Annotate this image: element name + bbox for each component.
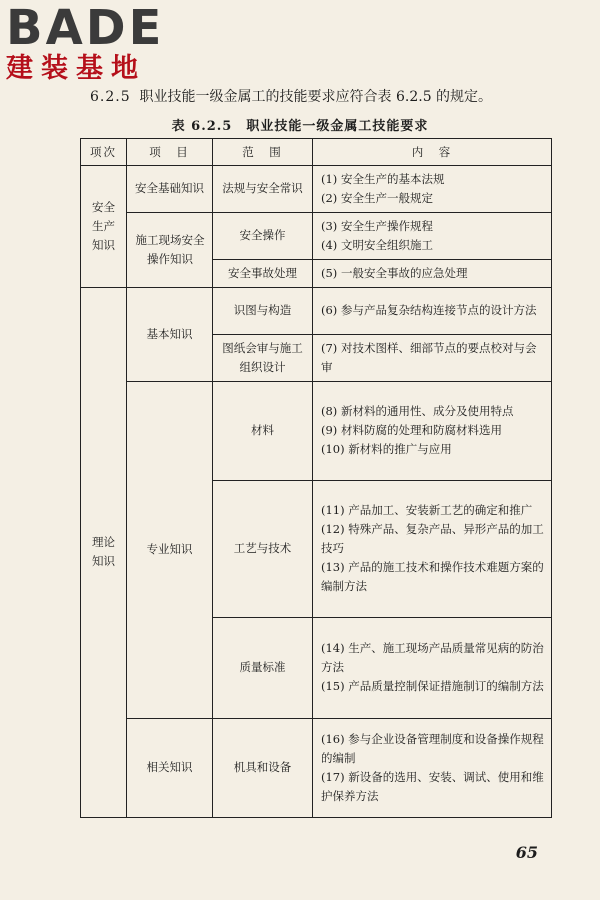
brand-logo bbox=[6, 0, 186, 84]
header-scope: 范 围 bbox=[213, 139, 313, 166]
header-item: 项 目 bbox=[127, 139, 213, 166]
content-cell: (7) 对技术图样、细部节点的要点校对与会审 bbox=[313, 334, 552, 381]
content-cell: (6) 参与产品复杂结构连接节点的设计方法 bbox=[313, 287, 552, 334]
scope-cell: 图纸会审与施工组织设计 bbox=[213, 334, 313, 381]
content-cell: (1) 安全生产的基本法规 (2) 安全生产一般规定 bbox=[313, 166, 552, 213]
content-cell: (8) 新材料的通用性、成分及使用特点 (9) 材料防腐的处理和防腐材料选用 (10) 新材料的推广与应用 bbox=[313, 381, 552, 480]
content-cell: (11) 产品加工、安装新工艺的确定和推广 (12) 特殊产品、复杂产品、异形产品的加工技巧 (13) 产品的施工技术和操作技术难题方案的编制方法 bbox=[313, 480, 552, 617]
header-content: 内 容 bbox=[313, 139, 552, 166]
scope-cell: 识图与构造 bbox=[213, 287, 313, 334]
scope-cell: 质量标准 bbox=[213, 617, 313, 718]
scope-cell: 机具和设备 bbox=[213, 718, 313, 817]
header-index: 项次 bbox=[81, 139, 127, 166]
scope-cell: 工艺与技术 bbox=[213, 480, 313, 617]
table-row bbox=[81, 381, 552, 480]
category-cell: 理论知识 bbox=[81, 287, 127, 817]
item-cell: 施工现场安全操作知识 bbox=[127, 212, 213, 287]
content-cell: (16) 参与企业设备管理制度和设备操作规程的编制 (17) 新设备的选用、安装、调试、使用和维护保养方法 bbox=[313, 718, 552, 817]
section-number: 6.2.5 bbox=[90, 89, 131, 105]
table-row bbox=[81, 718, 552, 817]
item-cell: 相关知识 bbox=[127, 718, 213, 817]
page-number: 65 bbox=[515, 843, 538, 862]
item-cell: 专业知识 bbox=[127, 381, 213, 718]
scope-cell: 安全事故处理 bbox=[213, 259, 313, 287]
content-cell: (5) 一般安全事故的应急处理 bbox=[313, 259, 552, 287]
scope-cell: 法规与安全常识 bbox=[213, 166, 313, 213]
item-cell: 基本知识 bbox=[127, 287, 213, 381]
skills-table bbox=[80, 138, 552, 818]
intro-text: 职业技能一级金属工的技能要求应符合表 6.2.5 的规定。 bbox=[139, 89, 493, 105]
category-cell: 安全生产知识 bbox=[81, 166, 127, 288]
scope-cell: 材料 bbox=[213, 381, 313, 480]
table-row bbox=[81, 166, 552, 213]
logo-brand-text: BADE bbox=[6, 0, 165, 56]
logo-subtitle: 建装基地 bbox=[6, 53, 146, 84]
intro-paragraph bbox=[90, 86, 492, 106]
content-cell: (3) 安全生产操作规程 (4) 文明安全组织施工 bbox=[313, 212, 552, 259]
content-cell: (14) 生产、施工现场产品质量常见病的防治方法 (15) 产品质量控制保证措施制订的编制方法 bbox=[313, 617, 552, 718]
table-header-row bbox=[81, 139, 552, 166]
table-row bbox=[81, 212, 552, 259]
table-caption: 表 6.2.5 职业技能一级金属工技能要求 bbox=[171, 119, 429, 134]
item-cell: 安全基础知识 bbox=[127, 166, 213, 213]
scope-cell: 安全操作 bbox=[213, 212, 313, 259]
table-row bbox=[81, 287, 552, 334]
